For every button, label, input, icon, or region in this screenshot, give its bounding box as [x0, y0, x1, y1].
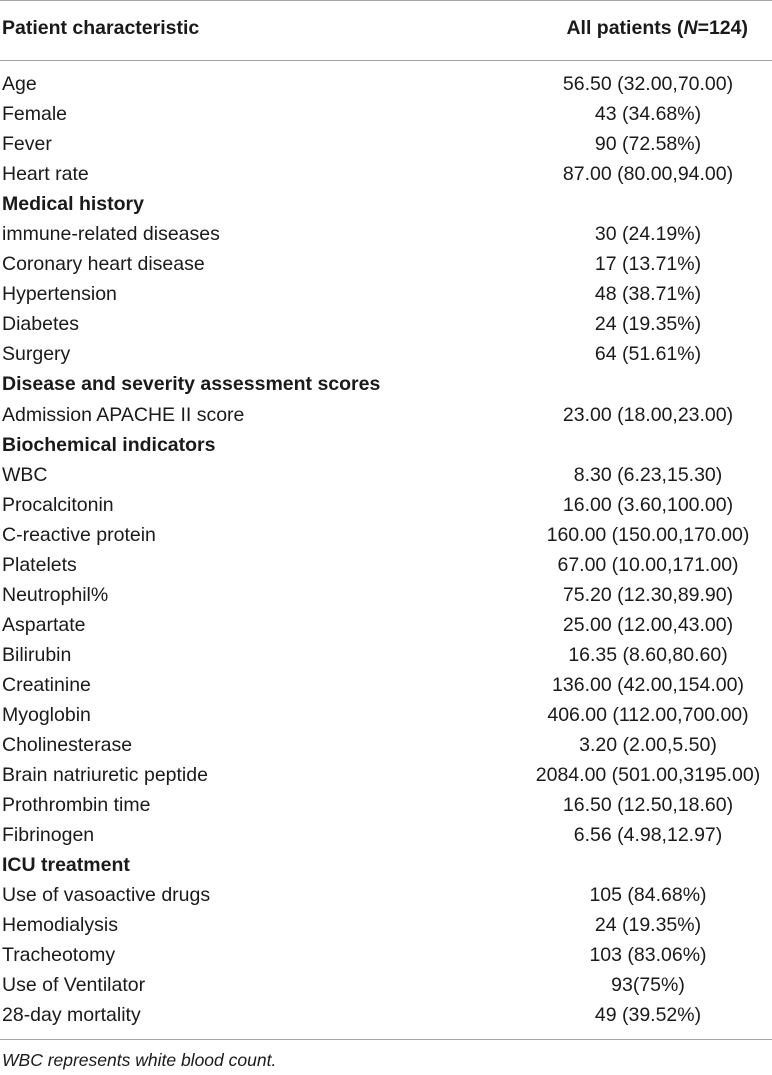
row-label: Tracheotomy [2, 944, 116, 967]
row-label: Fibrinogen [2, 824, 95, 847]
row-label: C-reactive protein [2, 523, 156, 546]
row-label: Brain natriuretic peptide [2, 764, 208, 787]
row-value: 6.56 (4.98,12.97) [573, 824, 723, 847]
row-label: Age [2, 73, 37, 95]
row-label: Platelets [2, 553, 77, 576]
row-value: 49 (39.52%) [594, 1004, 702, 1027]
table-row [0, 581, 772, 611]
row-value: 43 (34.68%) [594, 103, 702, 126]
table-row [0, 971, 772, 1001]
row-label: Heart rate [2, 163, 89, 186]
row-value: 3.20 (2.00,5.50) [579, 734, 717, 757]
row-label: Procalcitonin [2, 493, 114, 516]
row-value: 64 (51.61%) [594, 343, 702, 366]
row-value: 16.50 (12.50,18.60) [562, 794, 734, 817]
table-row [0, 791, 772, 821]
row-label: Creatinine [2, 673, 91, 696]
section-row [0, 190, 772, 220]
row-label: Neutrophil% [2, 583, 109, 606]
table-row [0, 160, 772, 190]
header-all-patients [566, 17, 748, 40]
row-value: 87.00 (80.00,94.00) [562, 163, 734, 186]
table-row [0, 130, 772, 160]
header-characteristic: Patient characteristic [2, 17, 200, 39]
section-row [0, 431, 772, 461]
section-row [0, 370, 772, 400]
header-rule [0, 60, 772, 61]
table-header [0, 0, 772, 60]
row-label: immune-related diseases [2, 223, 220, 246]
header-n-value: =124) [697, 17, 748, 39]
row-label: Prothrombin time [2, 794, 151, 817]
table-row [0, 911, 772, 941]
row-value: 16.00 (3.60,100.00) [562, 493, 734, 516]
table-body [0, 70, 772, 1032]
section-label: Medical history [2, 193, 144, 216]
row-label: Aspartate [2, 613, 86, 636]
row-value: 24 (19.35%) [594, 313, 702, 336]
row-value: 75.20 (12.30,89.90) [562, 583, 734, 606]
table-row [0, 310, 772, 340]
table-row [0, 220, 772, 250]
row-label: Female [2, 103, 68, 126]
row-value: 93(75%) [611, 974, 685, 997]
section-label: Disease and severity assessment scores [2, 373, 381, 396]
table-row [0, 250, 772, 280]
table-row [0, 821, 772, 851]
row-label: Admission APACHE II score [2, 403, 245, 426]
row-value: 160.00 (150.00,170.00) [546, 523, 750, 546]
table-row [0, 340, 772, 370]
row-value: 23.00 (18.00,23.00) [562, 403, 734, 426]
bottom-rule [0, 1039, 772, 1040]
section-row [0, 851, 772, 881]
row-value: 8.30 (6.23,15.30) [573, 463, 723, 486]
row-label: Fever [2, 133, 52, 156]
row-label: Hemodialysis [2, 914, 118, 937]
row-label: Coronary heart disease [2, 253, 205, 276]
table-row [0, 941, 772, 971]
table-row [0, 611, 772, 641]
row-value: 2084.00 (501.00,3195.00) [535, 764, 761, 787]
row-label: Use of vasoactive drugs [2, 884, 211, 907]
table-row [0, 551, 772, 581]
row-label: 28-day mortality [2, 1004, 141, 1027]
table-row [0, 671, 772, 701]
row-value: 24 (19.35%) [594, 914, 702, 937]
table-footnote: WBC represents white blood count. [2, 1050, 277, 1070]
table-row [0, 881, 772, 911]
row-label: Myoglobin [2, 703, 91, 726]
row-value: 406.00 (112.00,700.00) [547, 703, 749, 726]
row-value: 103 (83.06%) [589, 944, 707, 967]
table-row [0, 280, 772, 310]
table-row [0, 491, 772, 521]
row-label: Surgery [2, 343, 71, 366]
table-row [0, 731, 772, 761]
table-row [0, 70, 772, 100]
header-all-patients-prefix: All patients ( [566, 17, 684, 39]
table-row [0, 701, 772, 731]
row-value: 30 (24.19%) [594, 223, 702, 246]
row-value: 105 (84.68%) [589, 884, 707, 907]
table-row [0, 401, 772, 431]
row-label: Diabetes [2, 313, 79, 336]
section-label: ICU treatment [2, 854, 130, 877]
table-row [0, 761, 772, 791]
row-label: WBC [2, 463, 48, 486]
row-label: Use of Ventilator [2, 974, 146, 997]
row-label: Cholinesterase [2, 734, 133, 757]
row-value: 16.35 (8.60,80.60) [568, 643, 728, 666]
section-label: Biochemical indicators [2, 433, 216, 456]
table-row [0, 641, 772, 671]
table-row [0, 1001, 772, 1031]
table-row [0, 461, 772, 491]
row-value: 48 (38.71%) [594, 283, 702, 306]
row-label: Bilirubin [2, 643, 72, 666]
row-value: 90 (72.58%) [594, 133, 702, 156]
row-value: 136.00 (42.00,154.00) [552, 673, 744, 696]
row-value: 25.00 (12.00,43.00) [562, 613, 734, 636]
table-row [0, 521, 772, 551]
row-value: 67.00 (10.00,171.00) [557, 553, 739, 576]
table-row [0, 100, 772, 130]
row-value: 17 (13.71%) [594, 253, 702, 276]
header-n-symbol: N [683, 17, 698, 39]
row-label: Hypertension [2, 283, 117, 306]
row-value: 56.50 (32.00,70.00) [562, 73, 734, 95]
